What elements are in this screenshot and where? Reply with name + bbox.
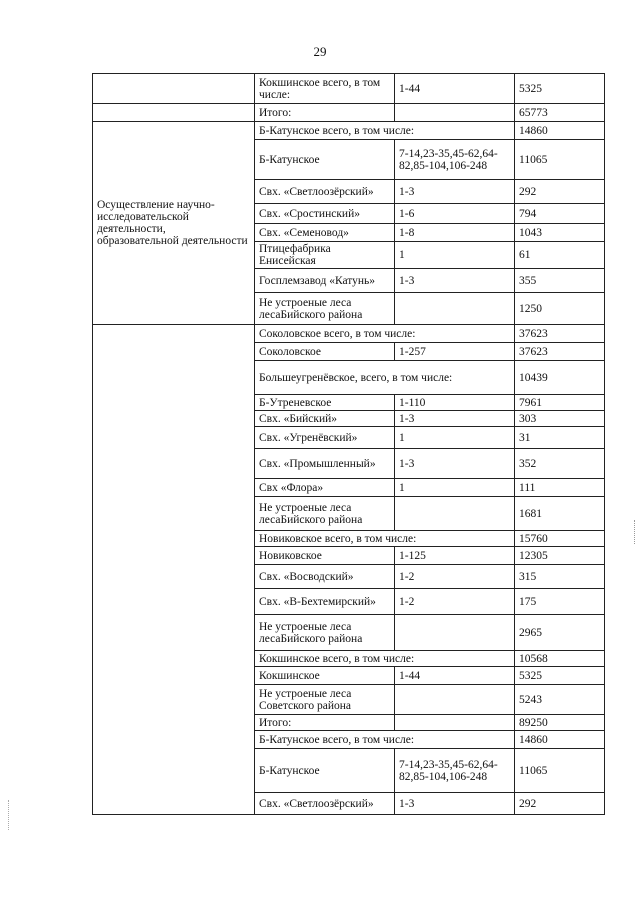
area-cell: 303 [515, 411, 605, 427]
scan-artifact [634, 520, 637, 544]
area-cell: 292 [515, 793, 605, 815]
page-number: 29 [313, 44, 327, 59]
area-cell: 794 [515, 204, 605, 224]
forestry-cell: Не устроеные леса лесаБийского района [255, 497, 395, 531]
area-cell: 15760 [515, 531, 605, 547]
quarters-cell: 7-14,23-35,45-62,64-82,85-104,106-248 [395, 749, 515, 793]
forestry-cell: Не устроеные леса Советского района [255, 685, 395, 715]
forestry-cell: Кокшинское всего, в том числе: [255, 651, 515, 667]
area-cell: 1681 [515, 497, 605, 531]
area-cell: 1043 [515, 224, 605, 242]
forestry-cell: Кокшинское всего, в том числе: [255, 74, 395, 104]
quarters-cell: 1-110 [395, 395, 515, 411]
activity-cell: Осуществление научно-исследовательской деятельности, образовательной деятельности [93, 122, 255, 325]
forestry-cell: Соколовское [255, 343, 395, 361]
area-cell: 175 [515, 589, 605, 615]
area-cell: 61 [515, 242, 605, 269]
area-cell: 1250 [515, 293, 605, 325]
area-cell: 11065 [515, 140, 605, 180]
area-cell: 111 [515, 479, 605, 497]
quarters-cell: 1-2 [395, 565, 515, 589]
area-cell: 315 [515, 565, 605, 589]
forestry-cell: Свх. «Семеновод» [255, 224, 395, 242]
quarters-cell [395, 685, 515, 715]
forestry-cell: Б-Катунское всего, в том числе: [255, 731, 515, 749]
quarters-cell: 1-2 [395, 589, 515, 615]
forestry-cell: Свх. «Светлоозёрский» [255, 180, 395, 204]
forestry-cell: Свх. «Восводский» [255, 565, 395, 589]
forestry-cell: Свх. «Угренёвский» [255, 427, 395, 449]
forestry-cell: Свх. «Светлоозёрский» [255, 793, 395, 815]
area-cell: 12305 [515, 547, 605, 565]
quarters-cell: 1-3 [395, 411, 515, 427]
quarters-cell: 1-8 [395, 224, 515, 242]
quarters-cell: 1-6 [395, 204, 515, 224]
table-row [93, 325, 605, 343]
area-cell: 65773 [515, 104, 605, 122]
quarters-cell: 7-14,23-35,45-62,64-82,85-104,106-248 [395, 140, 515, 180]
quarters-cell: 1 [395, 427, 515, 449]
area-cell: 355 [515, 269, 605, 293]
forestry-cell: Птицефабрика Енисейская [255, 242, 395, 269]
area-cell: 37623 [515, 325, 605, 343]
forestry-cell: Свх. «Промышленный» [255, 449, 395, 479]
quarters-cell: 1 [395, 479, 515, 497]
forestry-cell: Соколовское всего, в том числе: [255, 325, 515, 343]
activity-cell [93, 325, 255, 815]
quarters-cell: 1-3 [395, 449, 515, 479]
forestry-cell: Б-Утреневское [255, 395, 395, 411]
forestry-cell: Новиковское [255, 547, 395, 565]
area-cell: 11065 [515, 749, 605, 793]
quarters-cell [395, 715, 515, 731]
forest-areas-table [92, 73, 605, 815]
table-row [93, 104, 605, 122]
quarters-cell [395, 497, 515, 531]
table-row [93, 74, 605, 104]
forestry-cell: Не устроеные леса лесаБийского района [255, 293, 395, 325]
forestry-cell: Кокшинское [255, 667, 395, 685]
forestry-cell: Не устроеные леса лесаБийского района [255, 615, 395, 651]
forestry-cell: Итого: [255, 104, 395, 122]
area-cell: 5243 [515, 685, 605, 715]
activity-cell [93, 104, 255, 122]
quarters-cell: 1-3 [395, 180, 515, 204]
quarters-cell: 1-3 [395, 793, 515, 815]
quarters-cell: 1-257 [395, 343, 515, 361]
forestry-cell: Новиковское всего, в том числе: [255, 531, 515, 547]
forestry-cell: Б-Катунское [255, 749, 395, 793]
quarters-cell: 1-3 [395, 269, 515, 293]
area-cell: 2965 [515, 615, 605, 651]
table-row [93, 122, 605, 140]
quarters-cell [395, 293, 515, 325]
quarters-cell: 1-44 [395, 667, 515, 685]
forestry-cell: Свх «Флора» [255, 479, 395, 497]
quarters-cell: 1-125 [395, 547, 515, 565]
area-cell: 292 [515, 180, 605, 204]
area-cell: 7961 [515, 395, 605, 411]
quarters-cell: 1 [395, 242, 515, 269]
scan-artifact [8, 800, 11, 830]
forestry-cell: Б-Катунское [255, 140, 395, 180]
area-cell: 31 [515, 427, 605, 449]
area-cell: 14860 [515, 122, 605, 140]
area-cell: 89250 [515, 715, 605, 731]
quarters-cell [395, 104, 515, 122]
forestry-cell: Большеугренёвское, всего, в том числе: [255, 361, 515, 395]
forestry-cell: Свх. «В-Бехтемирский» [255, 589, 395, 615]
forestry-cell: Госплемзавод «Катунь» [255, 269, 395, 293]
forestry-cell: Свх. «Сростинский» [255, 204, 395, 224]
forestry-cell: Б-Катунское всего, в том числе: [255, 122, 515, 140]
area-cell: 352 [515, 449, 605, 479]
forestry-cell: Свх. «Бийский» [255, 411, 395, 427]
area-cell: 5325 [515, 667, 605, 685]
activity-cell [93, 74, 255, 104]
quarters-cell: 1-44 [395, 74, 515, 104]
area-cell: 10568 [515, 651, 605, 667]
area-cell: 14860 [515, 731, 605, 749]
quarters-cell [395, 615, 515, 651]
area-cell: 10439 [515, 361, 605, 395]
forestry-cell: Итого: [255, 715, 395, 731]
area-cell: 5325 [515, 74, 605, 104]
area-cell: 37623 [515, 343, 605, 361]
